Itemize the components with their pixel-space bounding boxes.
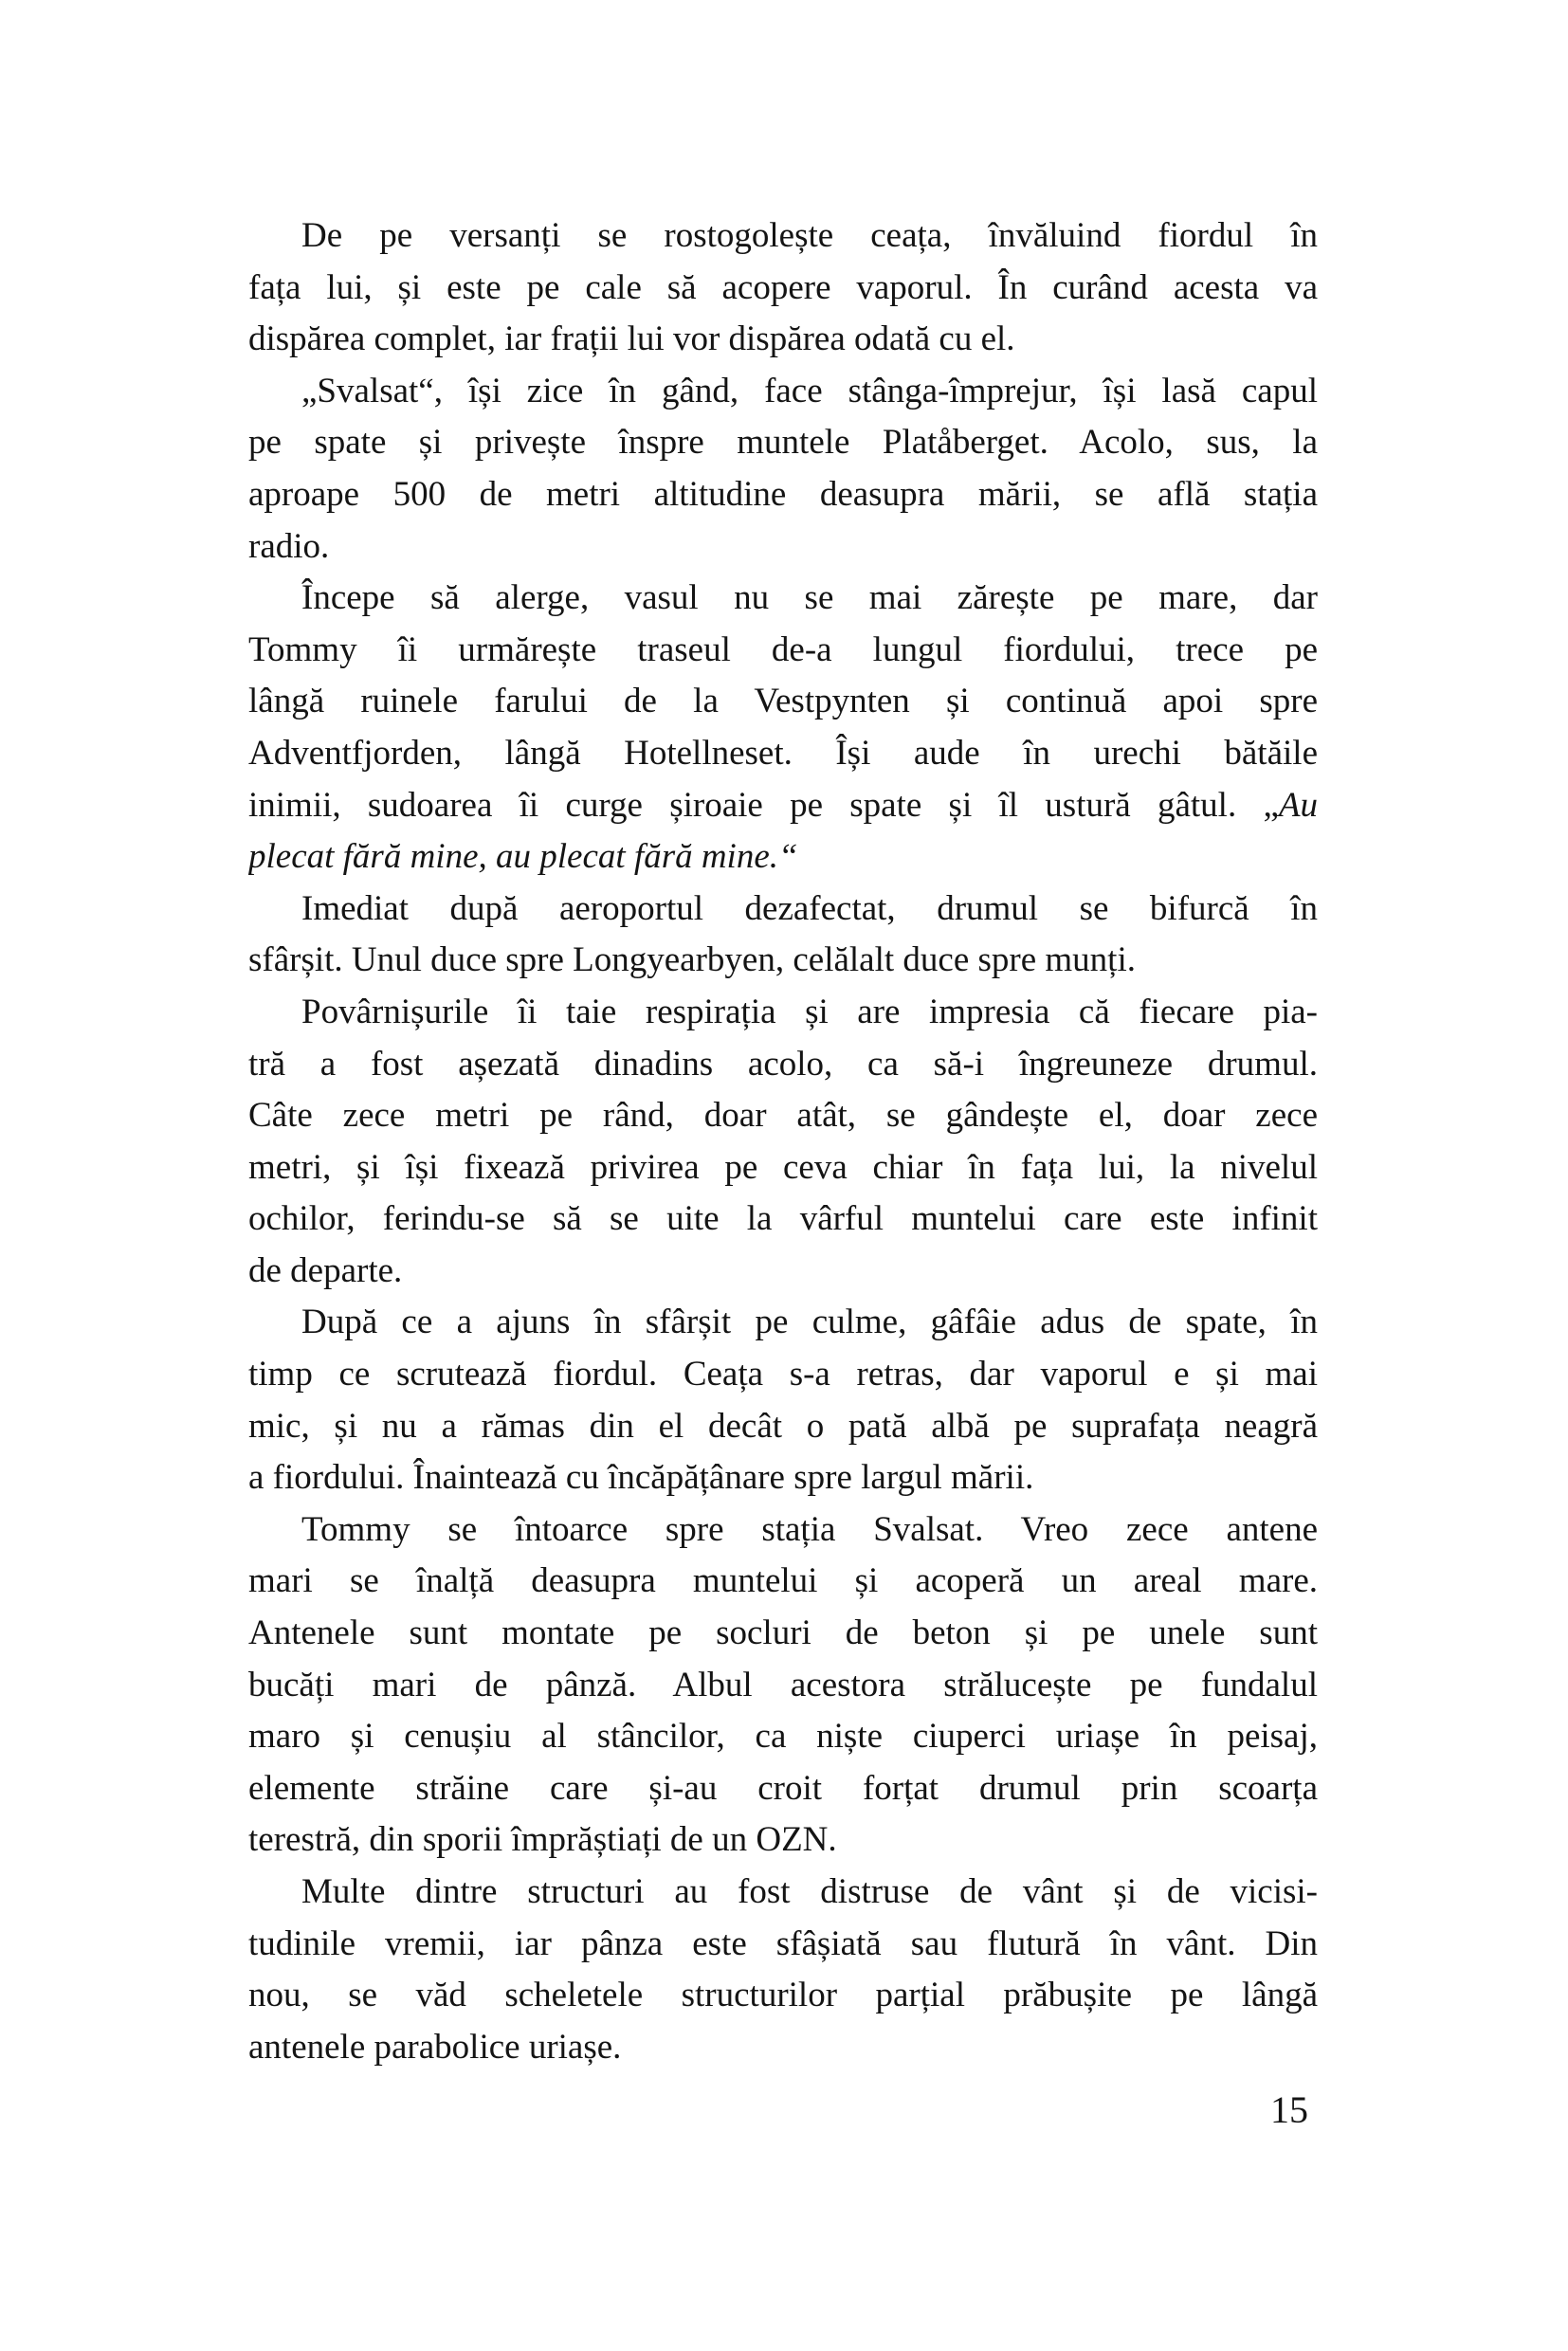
text-line (248, 314, 1318, 366)
paragraph (248, 1867, 1318, 2073)
text-line (248, 1919, 1318, 1971)
text-segment: mari se înalță deasupra muntelui și acoperă un areal mare. (248, 1561, 1318, 1601)
text-segment: pe spate și privește înspre muntele Platåberget. Acolo, sus, la (248, 423, 1318, 463)
text-line (248, 728, 1318, 780)
text-line (248, 935, 1318, 987)
text-segment: ochilor, ferindu-se să se uite la vârful muntelui care este infinit (248, 1199, 1318, 1239)
text-segment: nou, se văd scheletele structurilor parțial prăbușite pe lângă (248, 1976, 1318, 2015)
text-line (248, 1452, 1318, 1504)
text-line (248, 1970, 1318, 2022)
text-line (248, 1504, 1318, 1557)
text-segment: lângă ruinele farului de la Vestpynten și continuă apoi spre (248, 682, 1318, 721)
text-segment: „Svalsat“, își zice în gând, face stânga-împrejur, își lasă capul (301, 371, 1318, 410)
text-segment: sfârșit. Unul duce spre Longyearbyen, celălalt duce spre munți. (248, 940, 1136, 980)
text-line (248, 1349, 1318, 1401)
text-segment: dispărea complet, iar frații lui vor dispărea odată cu el. (248, 319, 1015, 359)
text-line (248, 1711, 1318, 1763)
text-segment: Imediat după aeroportul dezafectat, drumul se bifurcă în (301, 888, 1318, 928)
text-line (248, 263, 1318, 315)
paragraph (248, 987, 1318, 1298)
text-segment: antenele parabolice uriașe. (248, 2027, 622, 2067)
text-line (248, 1867, 1318, 1919)
text-line (248, 366, 1318, 418)
paragraph (248, 573, 1318, 884)
text-line (248, 1814, 1318, 1867)
text-segment: timp ce scrutează fiordul. Ceața s-a retras, dar vaporul e și mai (248, 1355, 1318, 1394)
text-line (248, 1194, 1318, 1246)
text-segment: Câte zece metri pe rând, doar atât, se gândește el, doar zece (248, 1096, 1318, 1136)
text-segment: mic, și nu a rămas din el decât o pată albă pe suprafața neagră (248, 1406, 1318, 1446)
text-line (248, 1246, 1318, 1298)
text-line (248, 573, 1318, 625)
text-line (248, 780, 1318, 832)
text-line (248, 521, 1318, 574)
text-line (248, 1297, 1318, 1349)
text-segment: tudinile vremii, iar pânza este sfâșiată sau flutură în vânt. Din (248, 1923, 1318, 1963)
text-segment: de departe. (248, 1250, 403, 1290)
text-line (248, 1763, 1318, 1815)
text-line (248, 987, 1318, 1039)
text-line (248, 2022, 1318, 2074)
paragraph (248, 1504, 1318, 1867)
text-segment: Povârnișurile îi taie respirația și are impresia că fiecare pia- (301, 992, 1318, 1031)
text-line (248, 417, 1318, 469)
text-segment: Adventfjorden, lângă Hotellneset. Își aude în urechi bătăile (248, 733, 1318, 773)
text-line (248, 469, 1318, 521)
text-line (248, 884, 1318, 936)
text-segment: inimii, sudoarea îi curge șiroaie pe spate și îl ustură gâtul. „ (248, 785, 1279, 825)
text-segment: bucăți mari de pânză. Albul acestora strălucește pe fundalul (248, 1665, 1318, 1704)
text-line (248, 1556, 1318, 1608)
text-segment: Multe dintre structuri au fost distruse de vânt și de vicisi- (301, 1872, 1318, 1911)
paragraph (248, 1297, 1318, 1504)
text-segment: Începe să alerge, vasul nu se mai zărește pe mare, dar (301, 578, 1318, 618)
text-segment: De pe versanți se rostogolește ceața, învăluind fiordul în (301, 216, 1318, 255)
text-line (248, 676, 1318, 728)
text-line (248, 1401, 1318, 1453)
text-segment: terestră, din sporii împrăștiați de un OZN. (248, 1820, 837, 1860)
text-segment: aproape 500 de metri altitudine deasupra mării, se află stația (248, 474, 1318, 514)
paragraph (248, 366, 1318, 573)
text-segment: Tommy se întoarce spre stația Svalsat. Vreo zece antene (301, 1509, 1318, 1549)
italic-text-segment: Au (1278, 785, 1318, 825)
page-number: 15 (1270, 2088, 1308, 2131)
text-segment: maro și cenușiu al stâncilor, ca niște ciuperci uriașe în peisaj, (248, 1717, 1318, 1757)
text-line (248, 1090, 1318, 1142)
text-line (248, 1142, 1318, 1194)
paragraph (248, 884, 1318, 987)
text-line (248, 1039, 1318, 1091)
text-segment: tră a fost așezată dinadins acolo, ca să-i îngreuneze drumul. (248, 1044, 1318, 1084)
text-segment: Tommy îi urmărește traseul de-a lungul fiordului, trece pe (248, 629, 1318, 669)
text-line (248, 1608, 1318, 1660)
text-segment: a fiordului. Înaintează cu încăpățânare spre largul mării. (248, 1458, 1034, 1498)
text-line (248, 210, 1318, 263)
paragraph (248, 210, 1318, 366)
text-segment: metri, și își fixează privirea pe ceva chiar în fața lui, la nivelul (248, 1147, 1318, 1187)
text-segment: După ce a ajuns în sfârșit pe culme, gâfâie adus de spate, în (301, 1303, 1318, 1342)
text-segment: elemente străine care și-au croit forțat drumul prin scoarța (248, 1768, 1318, 1808)
page-text (248, 210, 1318, 2073)
text-segment: fața lui, și este pe cale să acopere vaporul. În curând acesta va (248, 267, 1318, 307)
text-line (248, 625, 1318, 677)
text-line (248, 1660, 1318, 1712)
italic-text-segment: plecat fără mine, au plecat fără mine.“ (248, 837, 798, 877)
text-segment: Antenele sunt montate pe socluri de beton și pe unele sunt (248, 1613, 1318, 1653)
text-segment: radio. (248, 526, 330, 566)
text-line (248, 831, 1318, 884)
